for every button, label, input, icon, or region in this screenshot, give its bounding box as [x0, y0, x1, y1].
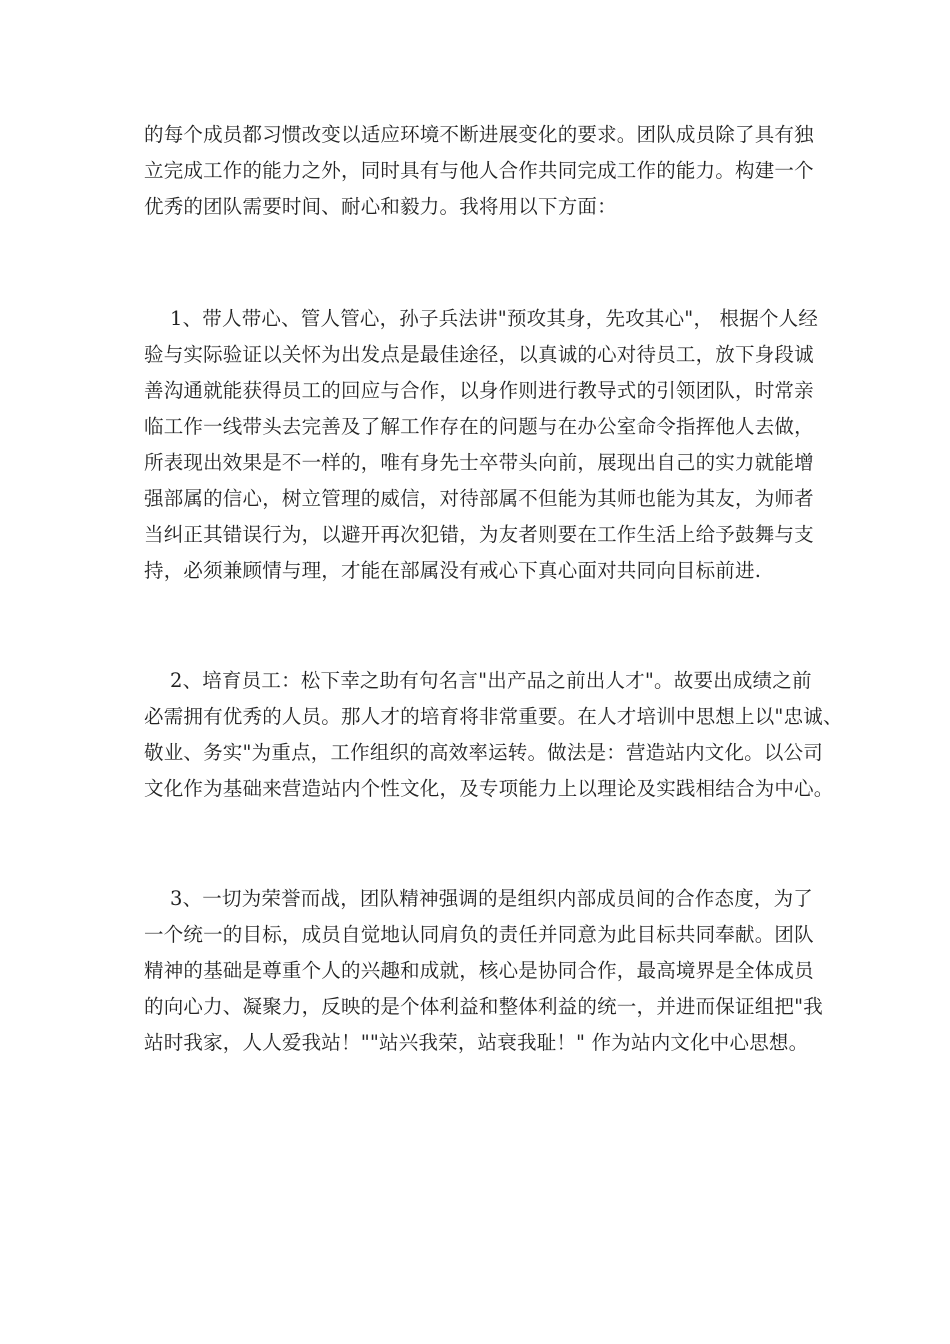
section2-line: 文化作为基础来营造站内个性文化，及专项能力上以理论及实践相结合为中心。	[144, 777, 834, 800]
intro-line: 的每个成员都习惯改变以适应环境不断进展变化的要求。团队成员除了具有独	[144, 123, 814, 146]
section1-line: 当纠正其错误行为，以避开再次犯错，为友者则要在工作生活上给予鼓舞与支	[144, 523, 814, 546]
section1-line: 临工作一线带头去完善及了解工作存在的问题与在办公室命令指挥他人去做，	[144, 415, 814, 438]
intro-line: 优秀的团队需要时间、耐心和毅力。我将用以下方面：	[144, 195, 617, 218]
section3-line: 3、一切为荣誉而战，团队精神强调的是组织内部成员间的合作态度，为了	[170, 887, 814, 910]
section2-line: 敬业、务实"为重点，工作组织的高效率运转。做法是：营造站内文化。以公司	[144, 741, 823, 764]
section3-line: 一个统一的目标，成员自觉地认同肩负的责任并同意为此目标共同奉献。团队	[144, 923, 814, 946]
section3-line: 站时我家，人人爱我站！""站兴我荣，站衰我耻！" 作为站内文化中心思想。	[144, 1031, 809, 1054]
section1-line: 所表现出效果是不一样的，唯有身先士卒带头向前，展现出自己的实力就能增	[144, 451, 814, 474]
section1-line: 善沟通就能获得员工的回应与合作，以身作则进行教导式的引领团队，时常亲	[144, 379, 814, 402]
section2-line: 必需拥有优秀的人员。那人才的培育将非常重要。在人才培训中思想上以"忠诚、	[144, 705, 843, 728]
section1-line: 1、带人带心、管人管心，孙子兵法讲"预攻其身，先攻其心"， 根据个人经	[170, 307, 819, 330]
section1-line: 验与实际验证以关怀为出发点是最佳途径，以真诚的心对待员工，放下身段诚	[144, 343, 814, 366]
intro-line: 立完成工作的能力之外，同时具有与他人合作共同完成工作的能力。构建一个	[144, 159, 814, 182]
section1-line: 强部属的信心，树立管理的威信，对待部属不但能为其师也能为其友，为师者	[144, 487, 814, 510]
section2-line: 2、培育员工：松下幸之助有句名言"出产品之前出人才"。故要出成绩之前	[170, 669, 812, 692]
section1-line: 持，必须兼顾情与理，才能在部属没有戒心下真心面对共同向目标前进.	[144, 559, 762, 582]
section3-line: 精神的基础是尊重个人的兴趣和成就，核心是协同合作，最高境界是全体成员	[144, 959, 814, 982]
section3-line: 的向心力、凝聚力，反映的是个体利益和整体利益的统一，并进而保证组把"我	[144, 995, 823, 1018]
